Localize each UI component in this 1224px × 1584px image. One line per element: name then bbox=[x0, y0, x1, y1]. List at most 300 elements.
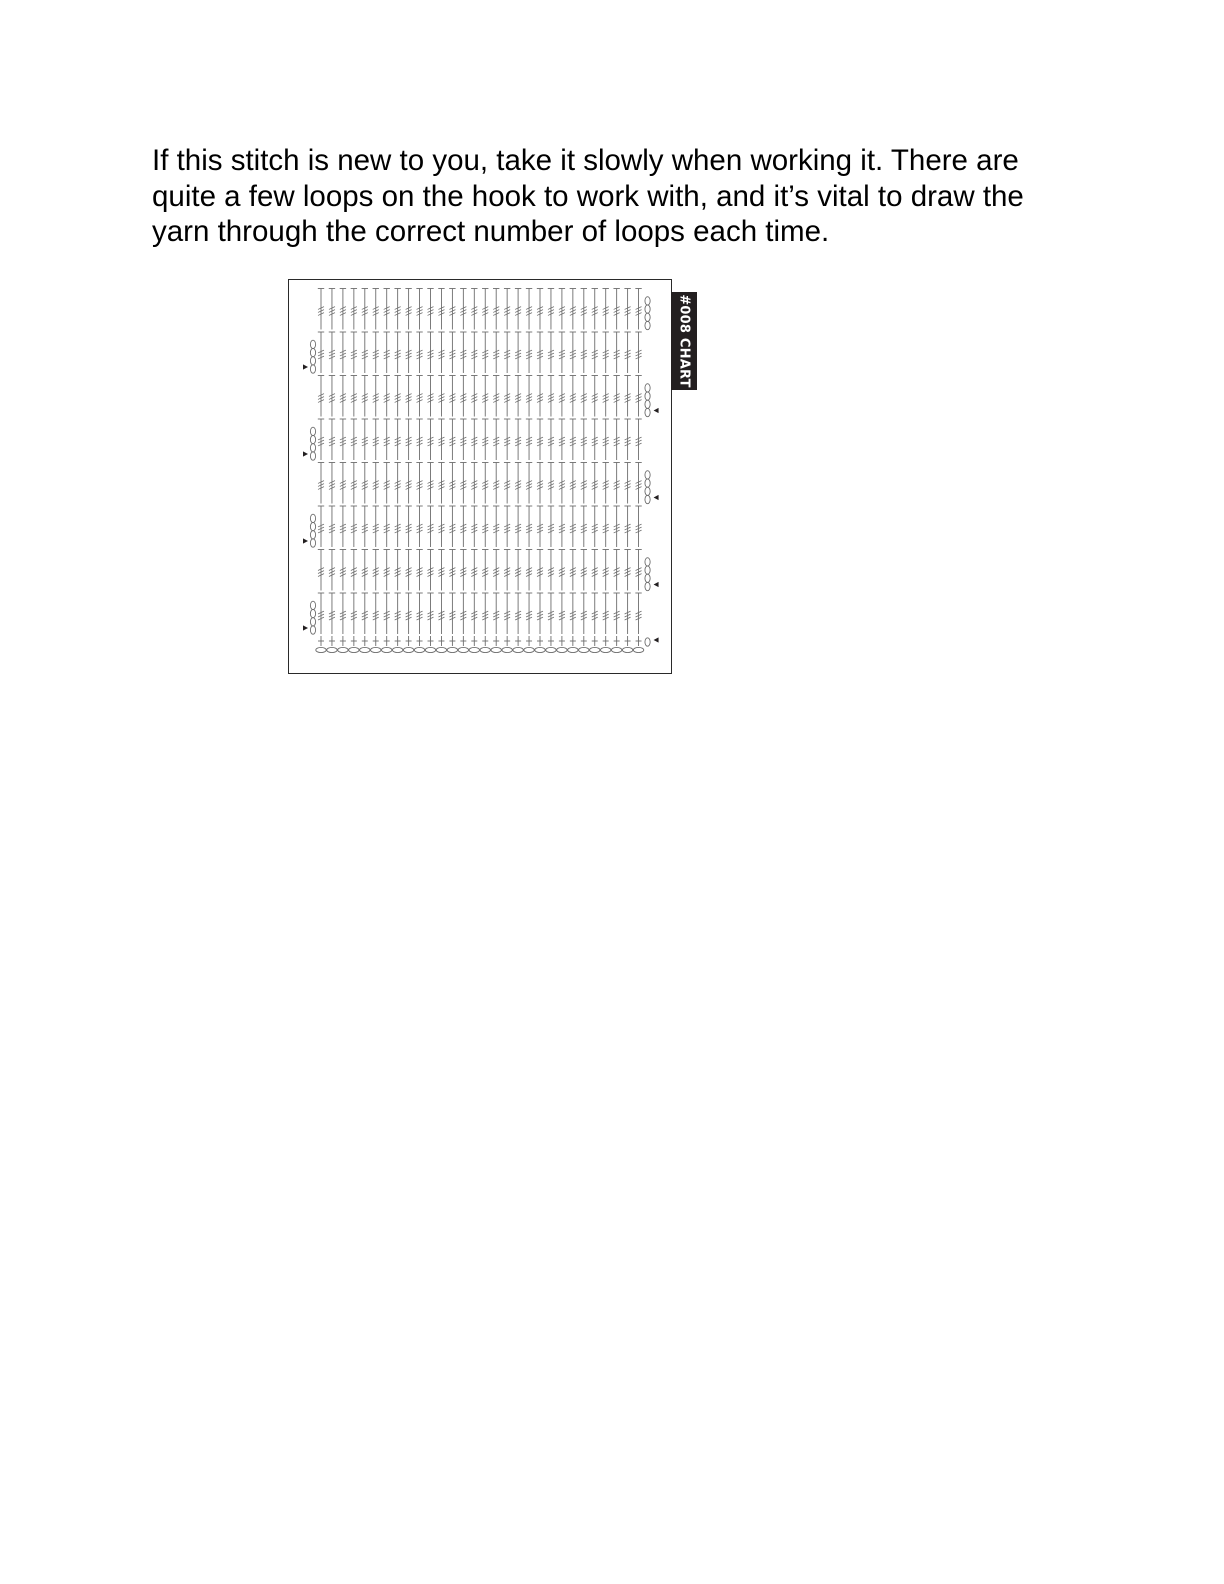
treble-stitch bbox=[471, 419, 477, 460]
chart-row bbox=[303, 593, 642, 634]
treble-stitch bbox=[384, 376, 390, 417]
treble-stitch bbox=[351, 332, 357, 373]
treble-stitch bbox=[537, 376, 543, 417]
treble-stitch bbox=[351, 376, 357, 417]
chart-row bbox=[318, 550, 659, 591]
treble-stitch bbox=[515, 593, 521, 634]
treble-stitch bbox=[460, 376, 466, 417]
treble-stitch bbox=[504, 332, 510, 373]
single-crochet-stitch bbox=[351, 636, 357, 646]
treble-stitch bbox=[570, 419, 576, 460]
chain-loop bbox=[310, 444, 315, 452]
chain-stitch bbox=[590, 647, 600, 652]
treble-stitch bbox=[394, 506, 400, 547]
turning-chain bbox=[310, 427, 315, 460]
treble-stitch bbox=[592, 332, 598, 373]
treble-stitch bbox=[592, 289, 598, 330]
single-crochet-stitch bbox=[625, 636, 631, 646]
treble-stitch bbox=[471, 289, 477, 330]
treble-stitch bbox=[449, 550, 455, 591]
treble-stitch bbox=[603, 289, 609, 330]
chain-stitch bbox=[425, 647, 435, 652]
treble-stitch bbox=[318, 463, 324, 504]
treble-stitch bbox=[482, 593, 488, 634]
turning-chain bbox=[645, 471, 650, 504]
chain-loop bbox=[310, 427, 315, 435]
treble-stitch bbox=[405, 376, 411, 417]
treble-stitch bbox=[570, 289, 576, 330]
treble-stitch bbox=[384, 289, 390, 330]
treble-stitch bbox=[416, 376, 422, 417]
treble-stitch bbox=[482, 550, 488, 591]
treble-stitch bbox=[548, 419, 554, 460]
treble-stitch bbox=[635, 289, 641, 330]
treble-stitch bbox=[384, 593, 390, 634]
treble-stitch bbox=[373, 376, 379, 417]
treble-stitch bbox=[351, 550, 357, 591]
treble-stitch bbox=[373, 550, 379, 591]
treble-stitch bbox=[515, 463, 521, 504]
treble-stitch bbox=[416, 593, 422, 634]
treble-stitch bbox=[405, 419, 411, 460]
treble-stitch bbox=[624, 506, 630, 547]
treble-stitch bbox=[362, 506, 368, 547]
chain-loop bbox=[645, 321, 650, 329]
treble-stitch bbox=[438, 463, 444, 504]
treble-stitch bbox=[405, 463, 411, 504]
treble-stitch bbox=[570, 593, 576, 634]
treble-stitch bbox=[603, 593, 609, 634]
chain-loop bbox=[310, 618, 315, 626]
treble-stitch bbox=[493, 506, 499, 547]
treble-stitch bbox=[559, 289, 565, 330]
single-crochet-stitch bbox=[384, 636, 390, 646]
treble-stitch bbox=[537, 550, 543, 591]
treble-stitch bbox=[482, 376, 488, 417]
single-crochet-stitch bbox=[428, 636, 434, 646]
single-crochet-stitch bbox=[438, 636, 444, 646]
treble-stitch bbox=[493, 463, 499, 504]
treble-stitch bbox=[384, 463, 390, 504]
treble-stitch bbox=[394, 332, 400, 373]
chain-loop bbox=[645, 495, 650, 503]
single-crochet-stitch bbox=[581, 636, 587, 646]
chain-stitch bbox=[360, 647, 370, 652]
treble-stitch bbox=[613, 463, 619, 504]
treble-stitch bbox=[460, 506, 466, 547]
treble-stitch bbox=[318, 506, 324, 547]
treble-stitch bbox=[416, 463, 422, 504]
treble-stitch bbox=[504, 463, 510, 504]
treble-stitch bbox=[471, 593, 477, 634]
treble-stitch bbox=[340, 506, 346, 547]
treble-stitch bbox=[362, 593, 368, 634]
turning-chain bbox=[645, 297, 650, 330]
treble-stitch bbox=[635, 550, 641, 591]
treble-stitch bbox=[581, 376, 587, 417]
chain-stitch bbox=[480, 647, 490, 652]
single-crochet-stitch bbox=[570, 636, 576, 646]
treble-stitch bbox=[482, 506, 488, 547]
treble-stitch bbox=[329, 289, 335, 330]
treble-stitch bbox=[329, 550, 335, 591]
treble-stitch bbox=[613, 419, 619, 460]
row-direction-arrow bbox=[654, 495, 659, 500]
treble-stitch bbox=[559, 463, 565, 504]
chain-loop bbox=[645, 384, 650, 392]
chain-stitch bbox=[349, 647, 359, 652]
treble-stitch bbox=[493, 550, 499, 591]
treble-stitch bbox=[427, 289, 433, 330]
treble-stitch bbox=[504, 419, 510, 460]
treble-stitch bbox=[427, 419, 433, 460]
treble-stitch bbox=[603, 506, 609, 547]
treble-stitch bbox=[526, 550, 532, 591]
single-crochet-stitch bbox=[362, 636, 368, 646]
single-crochet-stitch bbox=[614, 636, 620, 646]
treble-stitch bbox=[624, 463, 630, 504]
chain-stitch bbox=[414, 647, 424, 652]
treble-stitch bbox=[394, 376, 400, 417]
treble-stitch bbox=[318, 419, 324, 460]
chart-row bbox=[318, 289, 650, 330]
treble-stitch bbox=[427, 506, 433, 547]
treble-stitch bbox=[329, 463, 335, 504]
chain-stitch bbox=[622, 647, 632, 652]
treble-stitch bbox=[581, 593, 587, 634]
single-crochet-stitch bbox=[636, 636, 642, 646]
treble-stitch bbox=[635, 376, 641, 417]
chain-stitch bbox=[491, 647, 501, 652]
single-crochet-stitch bbox=[537, 636, 543, 646]
row-direction-arrow bbox=[654, 408, 659, 413]
chain-loop bbox=[310, 522, 315, 530]
chart-row bbox=[303, 332, 642, 373]
treble-stitch bbox=[384, 332, 390, 373]
treble-stitch bbox=[384, 506, 390, 547]
treble-stitch bbox=[405, 593, 411, 634]
treble-stitch bbox=[362, 463, 368, 504]
treble-stitch bbox=[351, 506, 357, 547]
row-direction-arrow bbox=[303, 451, 308, 456]
treble-stitch bbox=[581, 550, 587, 591]
treble-stitch bbox=[493, 419, 499, 460]
chain-stitch bbox=[513, 647, 523, 652]
treble-stitch bbox=[438, 419, 444, 460]
turning-chain bbox=[645, 638, 650, 646]
row-direction-arrow bbox=[654, 582, 659, 587]
chain-stitch bbox=[633, 647, 643, 652]
chain-stitch bbox=[447, 647, 457, 652]
single-crochet-stitch bbox=[340, 636, 346, 646]
chain-loop bbox=[645, 479, 650, 487]
chain-loop bbox=[310, 601, 315, 609]
treble-stitch bbox=[603, 332, 609, 373]
treble-stitch bbox=[493, 376, 499, 417]
treble-stitch bbox=[603, 550, 609, 591]
treble-stitch bbox=[405, 506, 411, 547]
treble-stitch bbox=[373, 506, 379, 547]
treble-stitch bbox=[548, 506, 554, 547]
chart-row bbox=[318, 463, 659, 504]
treble-stitch bbox=[624, 332, 630, 373]
treble-stitch bbox=[329, 419, 335, 460]
treble-stitch bbox=[449, 289, 455, 330]
treble-stitch bbox=[351, 289, 357, 330]
treble-stitch bbox=[362, 419, 368, 460]
chart-tab-label: #008 CHART bbox=[676, 294, 692, 388]
treble-stitch bbox=[548, 463, 554, 504]
treble-stitch bbox=[471, 550, 477, 591]
treble-stitch bbox=[581, 419, 587, 460]
treble-stitch bbox=[603, 376, 609, 417]
treble-stitch bbox=[548, 593, 554, 634]
treble-stitch bbox=[460, 289, 466, 330]
stitch-chart-svg bbox=[289, 280, 673, 675]
treble-stitch bbox=[394, 550, 400, 591]
single-crochet-stitch bbox=[373, 636, 379, 646]
chart-tab bbox=[671, 292, 697, 390]
treble-stitch bbox=[537, 289, 543, 330]
treble-stitch bbox=[570, 376, 576, 417]
treble-stitch bbox=[373, 332, 379, 373]
treble-stitch bbox=[427, 463, 433, 504]
chain-loop bbox=[645, 471, 650, 479]
body-paragraph: If this stitch is new to you, take it slowly when working it. There are quite a few loops on the hook to work with, and it’s vital to draw the yarn through the correct number of loops each time. bbox=[152, 144, 1024, 248]
chain-loop bbox=[310, 514, 315, 522]
treble-stitch bbox=[394, 593, 400, 634]
treble-stitch bbox=[449, 593, 455, 634]
treble-stitch bbox=[537, 593, 543, 634]
treble-stitch bbox=[438, 332, 444, 373]
treble-stitch bbox=[340, 376, 346, 417]
treble-stitch bbox=[515, 550, 521, 591]
treble-stitch bbox=[548, 376, 554, 417]
treble-stitch bbox=[340, 289, 346, 330]
chain-loop bbox=[645, 313, 650, 321]
treble-stitch bbox=[581, 463, 587, 504]
treble-stitch bbox=[471, 506, 477, 547]
treble-stitch bbox=[318, 289, 324, 330]
treble-stitch bbox=[340, 419, 346, 460]
treble-stitch bbox=[559, 550, 565, 591]
treble-stitch bbox=[416, 332, 422, 373]
single-crochet-stitch bbox=[504, 636, 510, 646]
treble-stitch bbox=[351, 593, 357, 634]
treble-stitch bbox=[537, 506, 543, 547]
treble-stitch bbox=[405, 332, 411, 373]
treble-stitch bbox=[592, 376, 598, 417]
single-crochet-stitch bbox=[318, 636, 324, 646]
treble-stitch bbox=[526, 463, 532, 504]
treble-stitch bbox=[449, 332, 455, 373]
treble-stitch bbox=[340, 550, 346, 591]
treble-stitch bbox=[362, 332, 368, 373]
chain-loop bbox=[645, 305, 650, 313]
treble-stitch bbox=[449, 506, 455, 547]
chain-loop bbox=[310, 531, 315, 539]
treble-stitch bbox=[515, 332, 521, 373]
treble-stitch bbox=[537, 419, 543, 460]
treble-stitch bbox=[493, 332, 499, 373]
treble-stitch bbox=[449, 419, 455, 460]
single-crochet-stitch bbox=[395, 636, 401, 646]
treble-stitch bbox=[482, 419, 488, 460]
chain-stitch bbox=[469, 647, 479, 652]
treble-stitch bbox=[427, 376, 433, 417]
treble-stitch bbox=[526, 376, 532, 417]
treble-stitch bbox=[482, 289, 488, 330]
treble-stitch bbox=[427, 593, 433, 634]
single-crochet-stitch bbox=[559, 636, 565, 646]
treble-stitch bbox=[438, 289, 444, 330]
treble-stitch bbox=[460, 419, 466, 460]
treble-stitch bbox=[559, 419, 565, 460]
chain-stitch bbox=[557, 647, 567, 652]
treble-stitch bbox=[471, 332, 477, 373]
treble-stitch bbox=[384, 419, 390, 460]
treble-stitch bbox=[362, 550, 368, 591]
treble-stitch bbox=[427, 550, 433, 591]
treble-stitch bbox=[504, 376, 510, 417]
treble-stitch bbox=[394, 419, 400, 460]
treble-stitch bbox=[570, 332, 576, 373]
treble-stitch bbox=[416, 289, 422, 330]
chain-loop bbox=[645, 297, 650, 305]
treble-stitch bbox=[526, 506, 532, 547]
treble-stitch bbox=[624, 376, 630, 417]
single-crochet-stitch bbox=[515, 636, 521, 646]
treble-stitch bbox=[384, 550, 390, 591]
treble-stitch bbox=[482, 332, 488, 373]
treble-stitch bbox=[559, 593, 565, 634]
chain-stitch bbox=[546, 647, 556, 652]
row-direction-arrow bbox=[654, 637, 659, 642]
treble-stitch bbox=[318, 332, 324, 373]
treble-stitch bbox=[581, 332, 587, 373]
treble-stitch bbox=[592, 550, 598, 591]
single-crochet-stitch bbox=[406, 636, 412, 646]
treble-stitch bbox=[449, 376, 455, 417]
treble-stitch bbox=[515, 376, 521, 417]
treble-stitch bbox=[570, 506, 576, 547]
chart-row bbox=[318, 636, 659, 646]
treble-stitch bbox=[526, 332, 532, 373]
treble-stitch bbox=[373, 419, 379, 460]
chart-row bbox=[318, 376, 659, 417]
single-crochet-stitch bbox=[592, 636, 598, 646]
treble-stitch bbox=[416, 550, 422, 591]
chain-loop bbox=[310, 539, 315, 547]
treble-stitch bbox=[548, 550, 554, 591]
treble-stitch bbox=[515, 289, 521, 330]
single-crochet-stitch bbox=[548, 636, 554, 646]
treble-stitch bbox=[405, 550, 411, 591]
treble-stitch bbox=[537, 463, 543, 504]
treble-stitch bbox=[603, 419, 609, 460]
chain-stitch bbox=[458, 647, 468, 652]
single-crochet-stitch bbox=[482, 636, 488, 646]
treble-stitch bbox=[329, 506, 335, 547]
chain-loop bbox=[645, 400, 650, 408]
treble-stitch bbox=[592, 506, 598, 547]
treble-stitch bbox=[329, 593, 335, 634]
chain-loop bbox=[310, 609, 315, 617]
chain-stitch bbox=[535, 647, 545, 652]
treble-stitch bbox=[613, 593, 619, 634]
treble-stitch bbox=[449, 463, 455, 504]
treble-stitch bbox=[592, 463, 598, 504]
foundation-chain bbox=[316, 647, 644, 652]
single-crochet-stitch bbox=[471, 636, 477, 646]
treble-stitch bbox=[373, 289, 379, 330]
treble-stitch bbox=[405, 289, 411, 330]
treble-stitch bbox=[581, 506, 587, 547]
treble-stitch bbox=[394, 463, 400, 504]
treble-stitch bbox=[548, 289, 554, 330]
treble-stitch bbox=[624, 550, 630, 591]
row-direction-arrow bbox=[303, 538, 308, 543]
treble-stitch bbox=[635, 463, 641, 504]
single-crochet-stitch bbox=[460, 636, 466, 646]
treble-stitch bbox=[581, 289, 587, 330]
chain-loop bbox=[310, 340, 315, 348]
single-crochet-stitch bbox=[603, 636, 609, 646]
treble-stitch bbox=[493, 593, 499, 634]
chain-loop bbox=[645, 574, 650, 582]
treble-stitch bbox=[373, 463, 379, 504]
turning-chain bbox=[310, 601, 315, 634]
single-crochet-stitch bbox=[493, 636, 499, 646]
chain-stitch bbox=[568, 647, 578, 652]
chain-loop bbox=[645, 558, 650, 566]
chain-loop bbox=[645, 638, 650, 646]
chain-loop bbox=[310, 452, 315, 460]
chain-loop bbox=[645, 392, 650, 400]
chain-stitch bbox=[611, 647, 621, 652]
treble-stitch bbox=[438, 593, 444, 634]
treble-stitch bbox=[559, 332, 565, 373]
treble-stitch bbox=[570, 550, 576, 591]
treble-stitch bbox=[624, 593, 630, 634]
row-direction-arrow bbox=[303, 625, 308, 630]
treble-stitch bbox=[493, 289, 499, 330]
chain-loop bbox=[310, 357, 315, 365]
treble-stitch bbox=[635, 419, 641, 460]
chain-loop bbox=[645, 582, 650, 590]
treble-stitch bbox=[427, 332, 433, 373]
chart-row bbox=[303, 419, 642, 460]
treble-stitch bbox=[394, 289, 400, 330]
treble-stitch bbox=[526, 593, 532, 634]
treble-stitch bbox=[460, 332, 466, 373]
treble-stitch bbox=[504, 289, 510, 330]
chain-stitch bbox=[371, 647, 381, 652]
treble-stitch bbox=[635, 506, 641, 547]
turning-chain bbox=[310, 340, 315, 373]
treble-stitch bbox=[318, 593, 324, 634]
chain-stitch bbox=[436, 647, 446, 652]
treble-stitch bbox=[624, 289, 630, 330]
single-crochet-stitch bbox=[526, 636, 532, 646]
single-crochet-stitch bbox=[449, 636, 455, 646]
treble-stitch bbox=[504, 593, 510, 634]
chain-stitch bbox=[579, 647, 589, 652]
treble-stitch bbox=[559, 376, 565, 417]
treble-stitch bbox=[318, 376, 324, 417]
treble-stitch bbox=[548, 332, 554, 373]
treble-stitch bbox=[340, 463, 346, 504]
